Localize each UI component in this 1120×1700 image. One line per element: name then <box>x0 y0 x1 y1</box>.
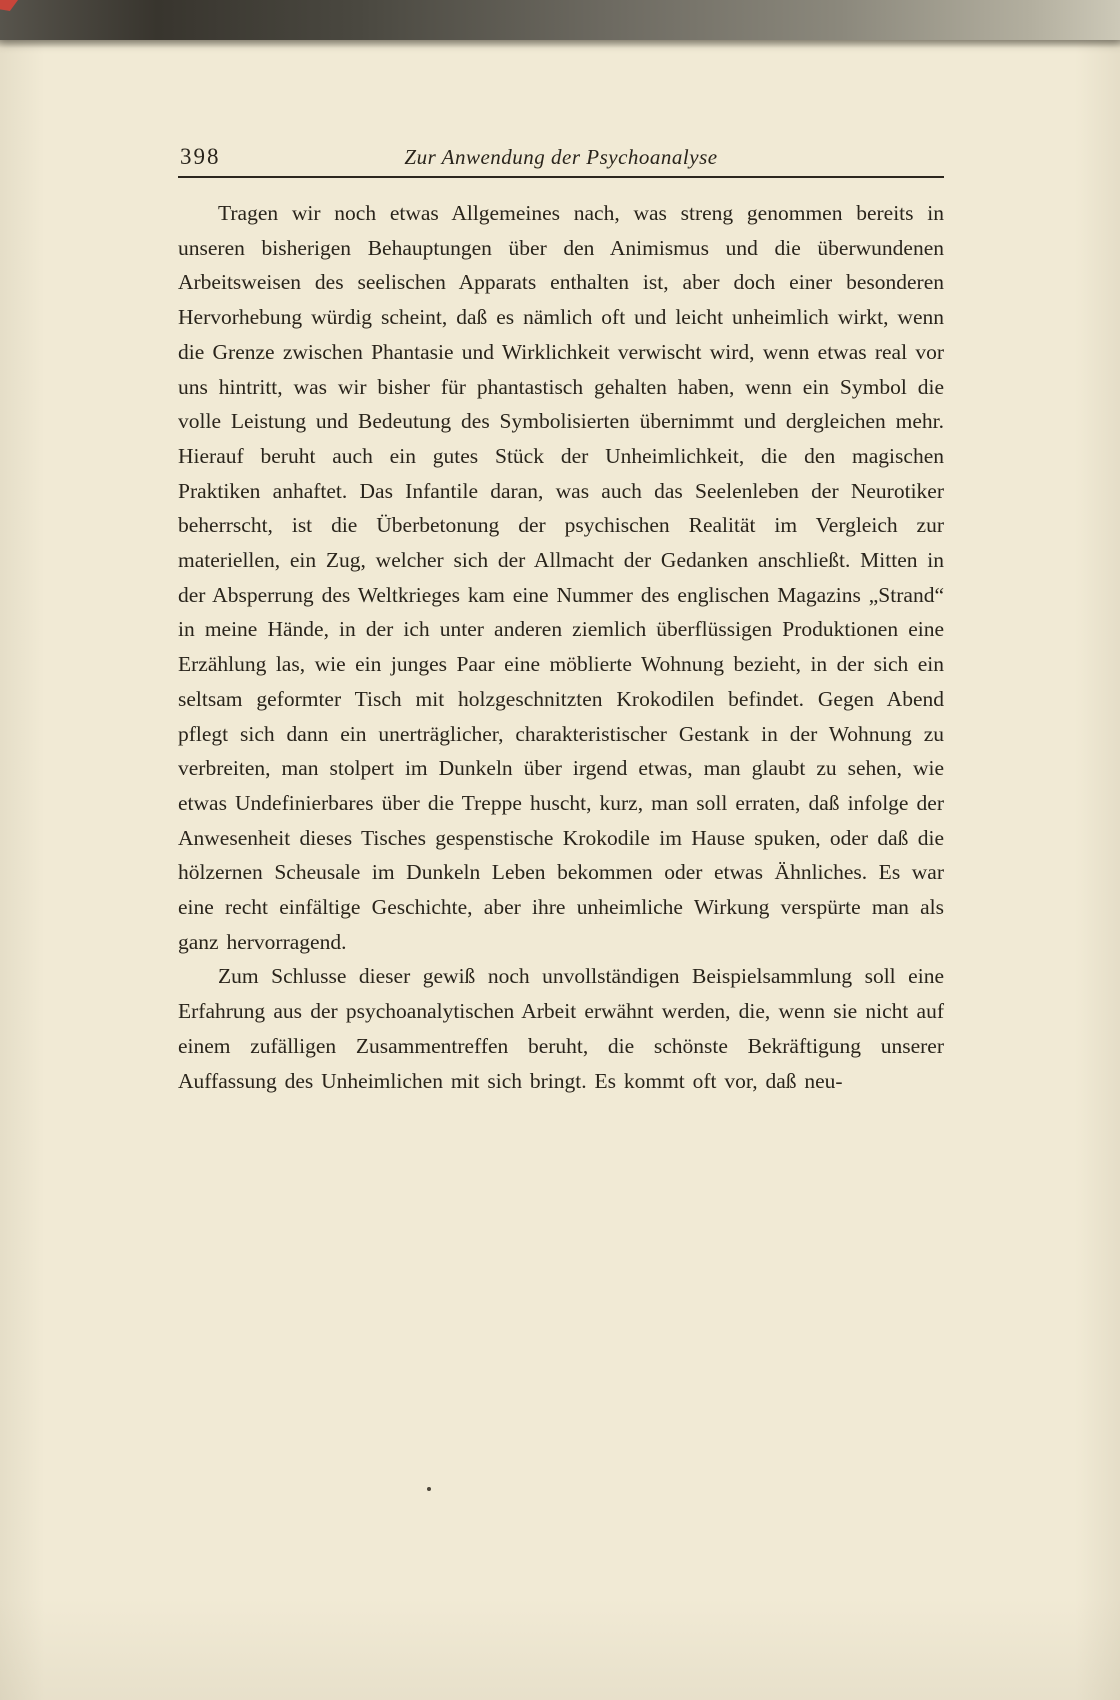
paragraph: Tragen wir noch etwas Allgemeines nach, was streng genommen bereits in unseren bisherigen Behauptungen über den Animismus und die überwundenen Arbeitsweisen des seelischen Apparats enthalten ist, aber doch einer besonderen Hervorhebung würdig scheint, daß es nämlich oft und leicht unheimlich wirkt, wenn die Grenze zwischen Phantasie und Wirklichkeit verwischt wird, wenn etwas real vor uns hintritt, was wir bisher für phantastisch gehalten haben, wenn ein Symbol die volle Leistung und Bedeutung des Symbolisierten übernimmt und dergleichen mehr. Hierauf beruht auch ein gutes Stück der Unheimlichkeit, die den magischen Praktiken anhaftet. Das Infantile daran, was auch das Seelenleben der Neurotiker beherrscht, ist die Überbetonung der psychischen Realität im Vergleich zur materiellen, ein Zug, welcher sich der Allmacht der Gedanken anschließt. Mitten in der Absperrung des Weltkrieges kam eine Nummer des englischen Magazins „Strand“ in meine Hände, in der ich unter anderen ziemlich überflüssigen Produktionen eine Erzählung las, wie ein junges Paar eine möblierte Wohnung bezieht, in der sich ein seltsam geformter Tisch mit holzgeschnitzten Krokodilen befindet. Gegen Abend pflegt sich dann ein unerträglicher, charakteristischer Gestank in der Wohnung zu verbreiten, man stolpert im Dunkeln über irgend etwas, man glaubt zu sehen, wie etwas Undefinierbares über die Treppe huscht, kurz, man soll erraten, daß infolge der Anwesenheit dieses Tisches gespenstische Krokodile im Hause spuken, oder daß die hölzernen Scheusale im Dunkeln Leben bekommen oder etwas Ähnliches. Es war eine recht einfältige Geschichte, aber ihre unheimliche Wirkung verspürte man als ganz hervorragend. <box>178 201 944 954</box>
page-header <box>178 142 944 178</box>
page-body-text <box>178 196 944 1098</box>
page-number: 398 <box>180 144 221 169</box>
paragraph: Zum Schlusse dieser gewiß noch unvollständigen Beispielsammlung soll eine Erfahrung aus der psychoanalytischen Arbeit erwähnt werden, die, wenn sie nicht auf einem zufälligen Zusammentreffen beruht, die schönste Bekräftigung unserer Auffassung des Unheimlichen mit sich bringt. Es kommt oft vor, daß neu- <box>178 964 944 1093</box>
running-title: Zur Anwendung der Psychoanalyse <box>404 145 718 169</box>
scan-artifact-top-band <box>0 0 1120 40</box>
ink-speck <box>427 1487 431 1491</box>
